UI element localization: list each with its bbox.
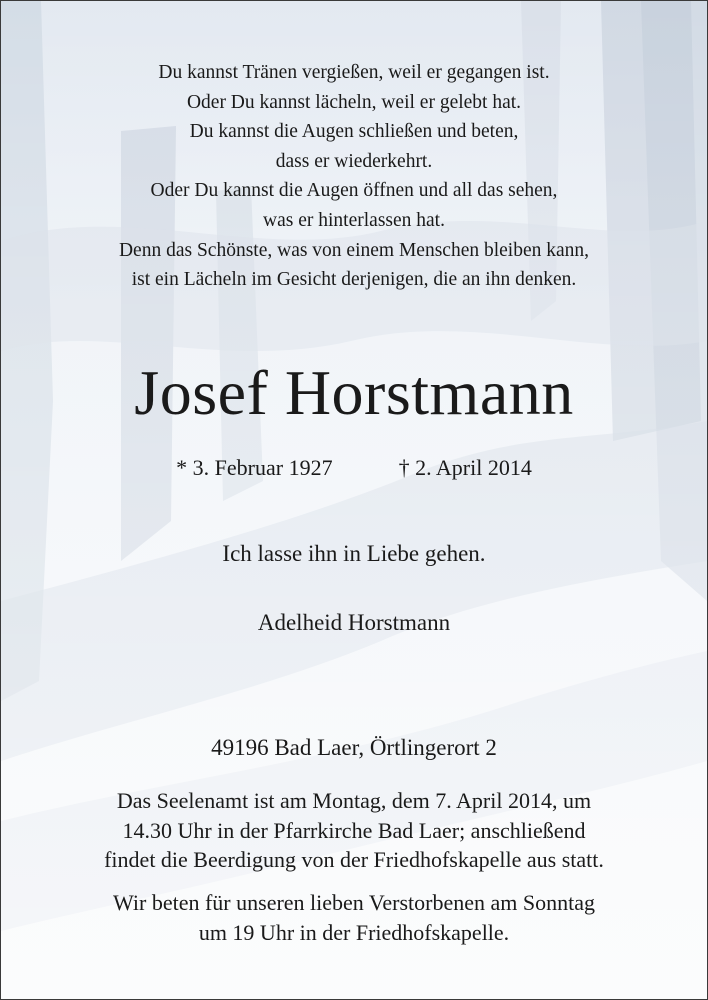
birth-date: * 3. Februar 1927: [176, 455, 333, 480]
poem-line: Du kannst Tränen vergießen, weil er gegangen ist.: [158, 62, 550, 83]
poem-line: dass er wiederkehrt.: [275, 150, 433, 172]
notice-content: [1, 1, 707, 999]
poem-line: ist ein Lächeln im Gesicht derjenigen, die an ihn denken.: [131, 269, 577, 291]
service-line: findet die Beerdigung von der Friedhofskapelle aus statt.: [104, 847, 604, 873]
service-info: [21, 786, 687, 875]
poem-line: Oder Du kannst lächeln, weil er gelebt hat.: [186, 91, 522, 113]
farewell-text: Ich lasse ihn in Liebe gehen.: [222, 541, 486, 566]
poem-line: Du kannst die Augen schließen und beten,: [189, 121, 519, 143]
prayer-line: um 19 Uhr in der Friedhofskapelle.: [198, 919, 510, 945]
poem: [21, 58, 687, 295]
deceased-name: Josef Horstmann: [134, 357, 574, 428]
service-line: 14.30 Uhr in der Pfarrkirche Bad Laer; anschließend: [122, 817, 586, 843]
prayer-line: Wir beten für unseren lieben Verstorbenen am Sonntag: [113, 890, 595, 915]
poem-line: Denn das Schönste, was von einem Menschen bleiben kann,: [118, 239, 590, 261]
prayer-info: [21, 888, 687, 947]
life-dates: [1, 453, 707, 483]
death-date: † 2. April 2014: [398, 455, 532, 480]
mourner-name: Adelheid Horstmann: [257, 610, 451, 635]
poem-line: Oder Du kannst die Augen öffnen und all das sehen,: [150, 180, 558, 202]
service-line: Das Seelenamt ist am Montag, dem 7. April 2014, um: [116, 788, 592, 813]
poem-line: was er hinterlassen hat.: [263, 209, 445, 231]
address: 49196 Bad Laer, Örtlingerort 2: [211, 735, 497, 760]
